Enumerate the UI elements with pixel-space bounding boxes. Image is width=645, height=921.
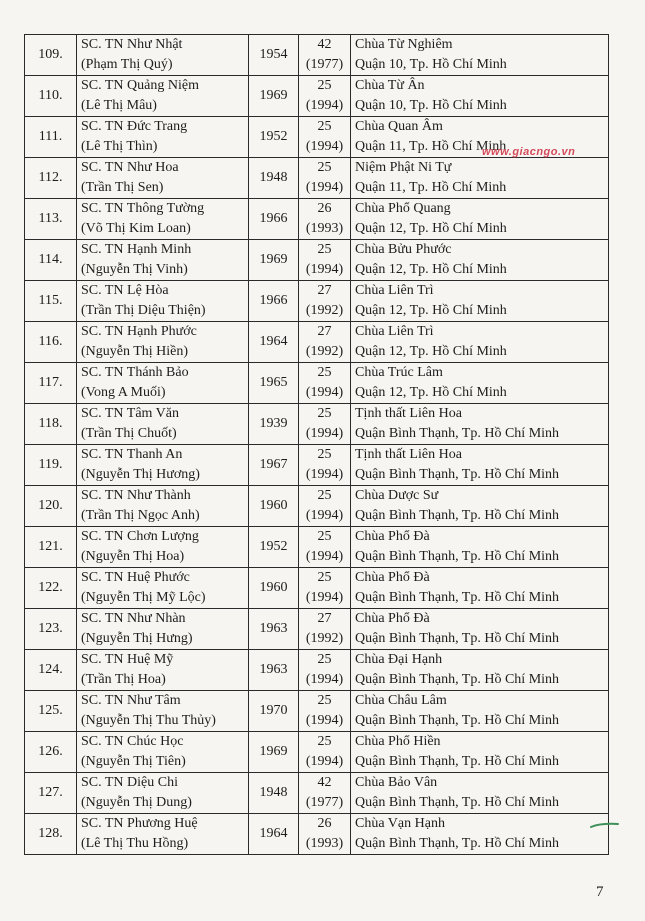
dharma-name: SC. TN Phương Huệ bbox=[81, 816, 198, 832]
temple-cell bbox=[351, 650, 609, 691]
temple-location: Quận Bình Thạnh, Tp. Hồ Chí Minh bbox=[355, 508, 560, 523]
ordination-cell bbox=[299, 404, 351, 445]
temple-cell bbox=[351, 445, 609, 486]
table-row bbox=[25, 322, 609, 363]
ordination-year: (1994) bbox=[305, 385, 344, 400]
dharma-name: SC. TN Diệu Chi bbox=[81, 775, 178, 791]
temple-cell bbox=[351, 732, 609, 773]
table-row bbox=[25, 404, 609, 445]
name-cell bbox=[77, 117, 249, 158]
birth-year-cell bbox=[249, 404, 299, 445]
row-number: 118. bbox=[38, 416, 63, 432]
name-cell bbox=[77, 609, 249, 650]
temple-name: Tịnh thất Liên Hoa bbox=[355, 447, 462, 463]
row-number-cell bbox=[25, 609, 77, 650]
temple-cell bbox=[351, 568, 609, 609]
birth-year-cell bbox=[249, 486, 299, 527]
temple-location: Quận Bình Thạnh, Tp. Hồ Chí Minh bbox=[355, 754, 560, 769]
temple-location: Quận 12, Tp. Hồ Chí Minh bbox=[355, 385, 507, 400]
dharma-name: SC. TN Chơn Lượng bbox=[81, 529, 199, 545]
ordination-cell bbox=[299, 568, 351, 609]
lay-name: (Nguyễn Thị Mỹ Lộc) bbox=[81, 590, 206, 605]
dharma-name: SC. TN Hạnh Minh bbox=[81, 242, 192, 258]
temple-cell bbox=[351, 158, 609, 199]
ordination-cell bbox=[299, 732, 351, 773]
dharma-name: SC. TN Thánh Bảo bbox=[81, 365, 189, 381]
row-number: 126. bbox=[38, 744, 63, 760]
dharma-name: SC. TN Như Thành bbox=[81, 488, 191, 504]
birth-year-cell bbox=[249, 240, 299, 281]
ordination-age: 26 bbox=[317, 201, 332, 217]
name-cell bbox=[77, 568, 249, 609]
birth-year: 1964 bbox=[259, 826, 288, 842]
table-row bbox=[25, 814, 609, 855]
row-number: 123. bbox=[38, 621, 63, 637]
ordination-age: 25 bbox=[317, 365, 332, 381]
lay-name: (Nguyễn Thị Dung) bbox=[81, 795, 192, 810]
birth-year-cell bbox=[249, 158, 299, 199]
row-number-cell bbox=[25, 281, 77, 322]
table-row bbox=[25, 732, 609, 773]
birth-year-cell bbox=[249, 199, 299, 240]
lay-name: (Lê Thị Thu Hồng) bbox=[81, 836, 189, 851]
row-number: 110. bbox=[38, 88, 63, 104]
birth-year-cell bbox=[249, 363, 299, 404]
ordination-age: 42 bbox=[317, 37, 332, 53]
ordination-cell bbox=[299, 445, 351, 486]
dharma-name: SC. TN Như Tâm bbox=[81, 693, 181, 709]
birth-year: 1939 bbox=[259, 416, 288, 432]
ordination-age: 26 bbox=[317, 816, 332, 832]
row-number: 115. bbox=[38, 293, 63, 309]
table-row bbox=[25, 445, 609, 486]
birth-year-cell bbox=[249, 445, 299, 486]
ordination-age: 25 bbox=[317, 78, 332, 94]
temple-location: Quận Bình Thạnh, Tp. Hồ Chí Minh bbox=[355, 836, 560, 851]
temple-location: Quận 12, Tp. Hồ Chí Minh bbox=[355, 303, 507, 318]
birth-year-cell bbox=[249, 691, 299, 732]
temple-cell bbox=[351, 281, 609, 322]
ordination-cell bbox=[299, 609, 351, 650]
lay-name: (Trần Thị Chuốt) bbox=[81, 426, 177, 441]
temple-name: Chùa Phổ Đà bbox=[355, 611, 430, 627]
row-number-cell bbox=[25, 650, 77, 691]
ordination-age: 25 bbox=[317, 406, 332, 422]
lay-name: (Phạm Thị Quý) bbox=[81, 57, 173, 72]
table-row bbox=[25, 609, 609, 650]
birth-year: 1952 bbox=[259, 539, 288, 555]
birth-year-cell bbox=[249, 814, 299, 855]
birth-year: 1963 bbox=[259, 662, 288, 678]
ordination-age: 25 bbox=[317, 160, 332, 176]
temple-name: Chùa Châu Lâm bbox=[355, 693, 447, 709]
ordination-year: (1993) bbox=[305, 221, 344, 236]
dharma-name: SC. TN Đức Trang bbox=[81, 119, 188, 135]
row-number-cell bbox=[25, 240, 77, 281]
row-number: 120. bbox=[38, 498, 63, 514]
ordination-year: (1994) bbox=[305, 713, 344, 728]
name-cell bbox=[77, 322, 249, 363]
name-cell bbox=[77, 527, 249, 568]
lay-name: (Trần Thị Sen) bbox=[81, 180, 164, 195]
table-row bbox=[25, 199, 609, 240]
ordination-age: 27 bbox=[317, 324, 332, 340]
ordination-cell bbox=[299, 76, 351, 117]
birth-year-cell bbox=[249, 322, 299, 363]
temple-cell bbox=[351, 486, 609, 527]
table-row bbox=[25, 568, 609, 609]
temple-location: Quận 11, Tp. Hồ Chí Minh bbox=[355, 139, 507, 154]
table-row bbox=[25, 35, 609, 76]
temple-cell bbox=[351, 691, 609, 732]
ordination-age: 27 bbox=[317, 611, 332, 627]
birth-year: 1952 bbox=[259, 129, 288, 145]
temple-cell bbox=[351, 404, 609, 445]
ordination-cell bbox=[299, 322, 351, 363]
temple-location: Quận 10, Tp. Hồ Chí Minh bbox=[355, 57, 507, 72]
ordination-year: (1977) bbox=[305, 795, 344, 810]
dharma-name: SC. TN Quảng Niệm bbox=[81, 78, 199, 94]
lay-name: (Nguyễn Thị Hưng) bbox=[81, 631, 193, 646]
temple-name: Chùa Phổ Đà bbox=[355, 570, 430, 586]
ordination-year: (1994) bbox=[305, 754, 344, 769]
ordination-age: 42 bbox=[317, 775, 332, 791]
table-row bbox=[25, 527, 609, 568]
ordination-year: (1994) bbox=[305, 590, 344, 605]
row-number-cell bbox=[25, 322, 77, 363]
ordination-year: (1994) bbox=[305, 426, 344, 441]
ordination-age: 25 bbox=[317, 488, 332, 504]
temple-location: Quận Bình Thạnh, Tp. Hồ Chí Minh bbox=[355, 631, 560, 646]
birth-year-cell bbox=[249, 117, 299, 158]
dharma-name: SC. TN Như Nhật bbox=[81, 37, 183, 53]
ordination-year: (1994) bbox=[305, 467, 344, 482]
dharma-name: SC. TN Lệ Hòa bbox=[81, 283, 169, 299]
table-row bbox=[25, 363, 609, 404]
temple-name: Chùa Liên Trì bbox=[355, 324, 434, 340]
ordination-age: 25 bbox=[317, 570, 332, 586]
row-number-cell bbox=[25, 773, 77, 814]
ordination-cell bbox=[299, 35, 351, 76]
lay-name: (Nguyễn Thị Hương) bbox=[81, 467, 200, 482]
row-number-cell bbox=[25, 814, 77, 855]
row-number: 127. bbox=[38, 785, 63, 801]
row-number-cell bbox=[25, 35, 77, 76]
birth-year-cell bbox=[249, 76, 299, 117]
temple-name: Chùa Phổ Hiền bbox=[355, 734, 441, 750]
temple-cell bbox=[351, 527, 609, 568]
ordination-age: 25 bbox=[317, 693, 332, 709]
birth-year: 1964 bbox=[259, 334, 288, 350]
name-cell bbox=[77, 650, 249, 691]
table-row bbox=[25, 773, 609, 814]
table-row bbox=[25, 76, 609, 117]
ordination-cell bbox=[299, 773, 351, 814]
ordination-cell bbox=[299, 117, 351, 158]
birth-year: 1966 bbox=[259, 211, 288, 227]
ordination-cell bbox=[299, 650, 351, 691]
lay-name: (Nguyễn Thị Thu Thủy) bbox=[81, 713, 216, 728]
dharma-name: SC. TN Như Nhàn bbox=[81, 611, 186, 627]
dharma-name: SC. TN Hạnh Phước bbox=[81, 324, 197, 340]
row-number: 128. bbox=[38, 826, 63, 842]
temple-location: Quận Bình Thạnh, Tp. Hồ Chí Minh bbox=[355, 467, 560, 482]
birth-year: 1969 bbox=[259, 252, 288, 268]
ordination-age: 25 bbox=[317, 652, 332, 668]
dharma-name: SC. TN Tâm Văn bbox=[81, 406, 180, 422]
name-cell bbox=[77, 158, 249, 199]
row-number-cell bbox=[25, 732, 77, 773]
birth-year: 1954 bbox=[259, 47, 288, 63]
birth-year-cell bbox=[249, 773, 299, 814]
birth-year: 1970 bbox=[259, 703, 288, 719]
name-cell bbox=[77, 814, 249, 855]
ordination-year: (1994) bbox=[305, 549, 344, 564]
ordination-year: (1994) bbox=[305, 139, 344, 154]
row-number: 125. bbox=[38, 703, 63, 719]
row-number: 113. bbox=[38, 211, 63, 227]
name-cell bbox=[77, 404, 249, 445]
temple-location: Quận Bình Thạnh, Tp. Hồ Chí Minh bbox=[355, 590, 560, 605]
dharma-name: SC. TN Chúc Học bbox=[81, 734, 184, 750]
lay-name: (Nguyễn Thị Hiền) bbox=[81, 344, 189, 359]
birth-year-cell bbox=[249, 609, 299, 650]
row-number: 117. bbox=[38, 375, 63, 391]
dharma-name: SC. TN Thanh An bbox=[81, 447, 183, 463]
row-number: 121. bbox=[38, 539, 63, 555]
lay-name: (Trần Thị Ngọc Anh) bbox=[81, 508, 200, 523]
temple-name: Tịnh thất Liên Hoa bbox=[355, 406, 462, 422]
temple-location: Quận 12, Tp. Hồ Chí Minh bbox=[355, 262, 507, 277]
ordination-age: 25 bbox=[317, 447, 332, 463]
row-number-cell bbox=[25, 363, 77, 404]
lay-name: (Trần Thị Hoa) bbox=[81, 672, 166, 687]
row-number: 124. bbox=[38, 662, 63, 678]
temple-location: Quận 12, Tp. Hồ Chí Minh bbox=[355, 221, 507, 236]
ordination-year: (1994) bbox=[305, 262, 344, 277]
temple-location: Quận Bình Thạnh, Tp. Hồ Chí Minh bbox=[355, 713, 560, 728]
temple-name: Chùa Trúc Lâm bbox=[355, 365, 443, 381]
temple-name: Chùa Từ Ân bbox=[355, 78, 425, 94]
name-cell bbox=[77, 773, 249, 814]
birth-year: 1960 bbox=[259, 498, 288, 514]
ordination-age: 25 bbox=[317, 242, 332, 258]
birth-year: 1969 bbox=[259, 88, 288, 104]
lay-name: (Lê Thị Mâu) bbox=[81, 98, 157, 113]
row-number: 112. bbox=[38, 170, 63, 186]
birth-year: 1948 bbox=[259, 785, 288, 801]
ink-mark-icon bbox=[590, 820, 620, 832]
name-cell bbox=[77, 281, 249, 322]
row-number: 116. bbox=[38, 334, 63, 350]
ordination-year: (1977) bbox=[305, 57, 344, 72]
ordination-year: (1992) bbox=[305, 344, 344, 359]
row-number-cell bbox=[25, 691, 77, 732]
birth-year-cell bbox=[249, 527, 299, 568]
row-number: 119. bbox=[38, 457, 63, 473]
dharma-name: SC. TN Như Hoa bbox=[81, 160, 179, 176]
temple-cell bbox=[351, 609, 609, 650]
lay-name: (Nguyễn Thị Hoa) bbox=[81, 549, 185, 564]
name-cell bbox=[77, 76, 249, 117]
ordination-cell bbox=[299, 527, 351, 568]
temple-name: Chùa Liên Trì bbox=[355, 283, 434, 299]
temple-name: Chùa Phổ Đà bbox=[355, 529, 430, 545]
lay-name: (Vong A Muối) bbox=[81, 385, 166, 400]
ordination-year: (1994) bbox=[305, 98, 344, 113]
ordination-year: (1994) bbox=[305, 672, 344, 687]
birth-year: 1969 bbox=[259, 744, 288, 760]
ordination-year: (1992) bbox=[305, 303, 344, 318]
temple-name: Chùa Bảo Vân bbox=[355, 775, 438, 791]
ordination-cell bbox=[299, 814, 351, 855]
ordination-cell bbox=[299, 691, 351, 732]
temple-location: Quận 12, Tp. Hồ Chí Minh bbox=[355, 344, 507, 359]
ordination-year: (1992) bbox=[305, 631, 344, 646]
ordination-year: (1994) bbox=[305, 180, 344, 195]
row-number-cell bbox=[25, 158, 77, 199]
ordination-cell bbox=[299, 363, 351, 404]
row-number-cell bbox=[25, 445, 77, 486]
temple-location: Quận Bình Thạnh, Tp. Hồ Chí Minh bbox=[355, 795, 560, 810]
ordination-age: 25 bbox=[317, 529, 332, 545]
ordination-year: (1994) bbox=[305, 508, 344, 523]
birth-year: 1966 bbox=[259, 293, 288, 309]
birth-year: 1967 bbox=[259, 457, 288, 473]
row-number-cell bbox=[25, 404, 77, 445]
ordination-age: 25 bbox=[317, 734, 332, 750]
birth-year: 1963 bbox=[259, 621, 288, 637]
ordination-cell bbox=[299, 199, 351, 240]
birth-year-cell bbox=[249, 568, 299, 609]
row-number-cell bbox=[25, 76, 77, 117]
temple-cell bbox=[351, 773, 609, 814]
name-cell bbox=[77, 486, 249, 527]
lay-name: (Nguyễn Thị Vinh) bbox=[81, 262, 188, 277]
dharma-name: SC. TN Huệ Mỹ bbox=[81, 652, 174, 668]
site-watermark: www.giacngo.vn bbox=[482, 146, 576, 158]
temple-cell bbox=[351, 814, 609, 855]
ordination-age: 27 bbox=[317, 283, 332, 299]
birth-year-cell bbox=[249, 35, 299, 76]
name-cell bbox=[77, 363, 249, 404]
row-number-cell bbox=[25, 117, 77, 158]
row-number: 122. bbox=[38, 580, 63, 596]
temple-cell bbox=[351, 363, 609, 404]
name-cell bbox=[77, 35, 249, 76]
birth-year-cell bbox=[249, 650, 299, 691]
temple-location: Quận 10, Tp. Hồ Chí Minh bbox=[355, 98, 507, 113]
lay-name: (Nguyễn Thị Tiên) bbox=[81, 754, 186, 769]
table-row bbox=[25, 486, 609, 527]
ordination-cell bbox=[299, 281, 351, 322]
table-row bbox=[25, 650, 609, 691]
ordination-age: 25 bbox=[317, 119, 332, 135]
lay-name: (Trần Thị Diệu Thiện) bbox=[81, 303, 206, 318]
row-number-cell bbox=[25, 527, 77, 568]
temple-cell bbox=[351, 240, 609, 281]
temple-location: Quận Bình Thạnh, Tp. Hồ Chí Minh bbox=[355, 549, 560, 564]
name-cell bbox=[77, 691, 249, 732]
ordination-cell bbox=[299, 486, 351, 527]
row-number-cell bbox=[25, 568, 77, 609]
lay-name: (Võ Thị Kim Loan) bbox=[81, 221, 191, 236]
ordination-year: (1993) bbox=[305, 836, 344, 851]
birth-year-cell bbox=[249, 732, 299, 773]
name-cell bbox=[77, 240, 249, 281]
temple-cell bbox=[351, 35, 609, 76]
temple-name: Chùa Dược Sư bbox=[355, 488, 439, 504]
temple-location: Quận Bình Thạnh, Tp. Hồ Chí Minh bbox=[355, 672, 560, 687]
temple-name: Chùa Vạn Hạnh bbox=[355, 816, 445, 832]
temple-location: Quận 11, Tp. Hồ Chí Minh bbox=[355, 180, 507, 195]
dharma-name: SC. TN Thông Tường bbox=[81, 201, 205, 217]
birth-year: 1960 bbox=[259, 580, 288, 596]
ordination-cell bbox=[299, 240, 351, 281]
table-row bbox=[25, 240, 609, 281]
row-number-cell bbox=[25, 486, 77, 527]
name-cell bbox=[77, 199, 249, 240]
row-number: 111. bbox=[38, 129, 63, 145]
temple-name: Chùa Phổ Quang bbox=[355, 201, 451, 217]
temple-name: Chùa Từ Nghiêm bbox=[355, 37, 453, 53]
row-number: 109. bbox=[38, 47, 63, 63]
temple-name: Niệm Phật Ni Tự bbox=[355, 160, 452, 176]
name-cell bbox=[77, 445, 249, 486]
row-number-cell bbox=[25, 199, 77, 240]
table-row bbox=[25, 281, 609, 322]
table-row bbox=[25, 158, 609, 199]
temple-cell bbox=[351, 199, 609, 240]
birth-year: 1965 bbox=[259, 375, 288, 391]
temple-name: Chùa Đại Hạnh bbox=[355, 652, 443, 668]
temple-cell bbox=[351, 76, 609, 117]
birth-year-cell bbox=[249, 281, 299, 322]
dharma-name: SC. TN Huệ Phước bbox=[81, 570, 190, 586]
lay-name: (Lê Thị Thìn) bbox=[81, 139, 158, 154]
row-number: 114. bbox=[38, 252, 63, 268]
page-number: 7 bbox=[596, 884, 604, 900]
temple-cell bbox=[351, 322, 609, 363]
birth-year: 1948 bbox=[259, 170, 288, 186]
table-row bbox=[25, 691, 609, 732]
temple-name: Chùa Bửu Phước bbox=[355, 242, 452, 258]
name-cell bbox=[77, 732, 249, 773]
temple-location: Quận Bình Thạnh, Tp. Hồ Chí Minh bbox=[355, 426, 560, 441]
temple-name: Chùa Quan Âm bbox=[355, 119, 443, 135]
ordination-cell bbox=[299, 158, 351, 199]
